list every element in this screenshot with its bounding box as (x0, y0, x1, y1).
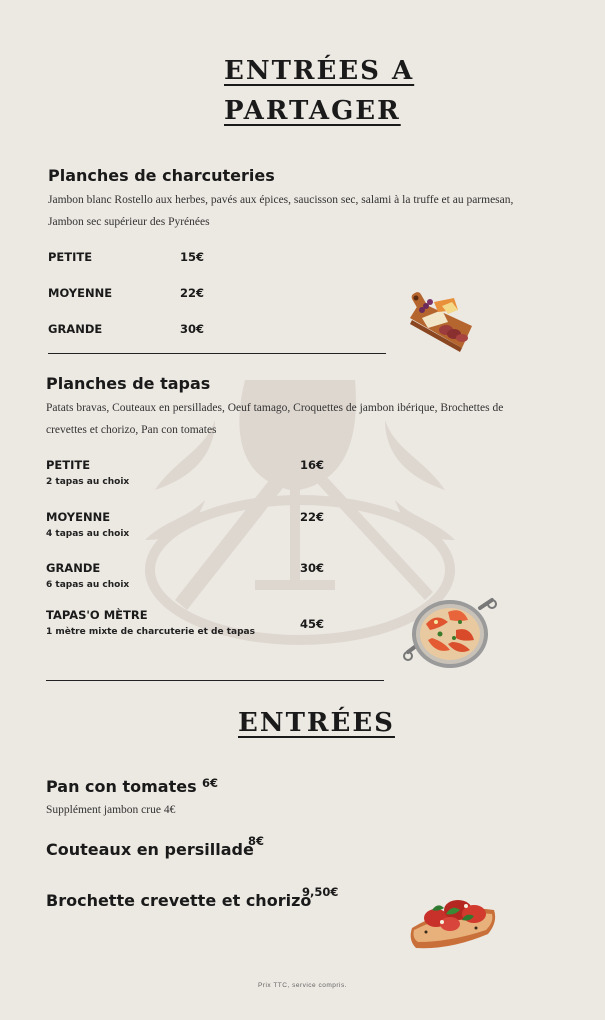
section-title-line1: ENTRÉES A (224, 56, 415, 86)
tapas-size-price: 45€ (300, 617, 325, 631)
divider (48, 353, 386, 354)
charcuterie-size-price: 30€ (180, 322, 205, 336)
charcuterie-board-illustration (402, 288, 484, 354)
charcuterie-description-line1: Jambon blanc Rostello aux herbes, pavés aux épices, saucisson sec, salami à la truffe et au parmesan, (48, 194, 514, 206)
tapas-size-label: PETITE (46, 458, 91, 472)
section-title-line2: PARTAGER (224, 96, 401, 126)
entree-name: Pan con tomates (46, 777, 197, 796)
tapas-size-price: 22€ (300, 510, 325, 524)
entree-price: 9,50€ (302, 885, 339, 899)
shrimp-pan-illustration (402, 594, 498, 678)
charcuterie-size-label: MOYENNE (48, 286, 113, 300)
tapas-description-line2: crevettes et chorizo, Pan con tomates (46, 424, 217, 436)
charcuterie-heading: Planches de charcuteries (48, 166, 275, 185)
charcuterie-size-price: 22€ (180, 286, 205, 300)
tapas-size-label: GRANDE (46, 561, 101, 575)
section-title-entrees: ENTRÉES (238, 708, 395, 738)
entree-note: Supplément jambon crue 4€ (46, 804, 176, 816)
entree-price: 6€ (202, 776, 219, 790)
tapas-size-label: MOYENNE (46, 510, 111, 524)
tapas-size-subtext: 6 tapas au choix (46, 580, 130, 590)
tapas-description-line1: Patats bravas, Couteaux en persillades, Oeuf tamago, Croquettes de jambon ibérique, Brochettes de (46, 402, 504, 414)
entree-price: 8€ (248, 834, 265, 848)
entree-name: Brochette crevette et chorizo (46, 891, 312, 910)
charcuterie-size-label: GRANDE (48, 322, 103, 336)
bruschetta-illustration (406, 884, 498, 954)
charcuterie-description-line2: Jambon sec supérieur des Pyrénées (48, 216, 210, 228)
tapas-size-subtext: 2 tapas au choix (46, 477, 130, 487)
tapas-size-subtext: 1 mètre mixte de charcuterie et de tapas (46, 627, 255, 637)
tapas-size-label: TAPAS'O MÈTRE (46, 608, 148, 622)
charcuterie-size-label: PETITE (48, 250, 93, 264)
tapas-size-price: 16€ (300, 458, 325, 472)
entree-name: Couteaux en persillade (46, 840, 254, 859)
tapas-size-price: 30€ (300, 561, 325, 575)
divider (46, 680, 384, 681)
charcuterie-size-price: 15€ (180, 250, 205, 264)
tapas-size-subtext: 4 tapas au choix (46, 529, 130, 539)
tapas-heading: Planches de tapas (46, 374, 211, 393)
footer-note: Prix TTC, service compris. (257, 982, 348, 989)
